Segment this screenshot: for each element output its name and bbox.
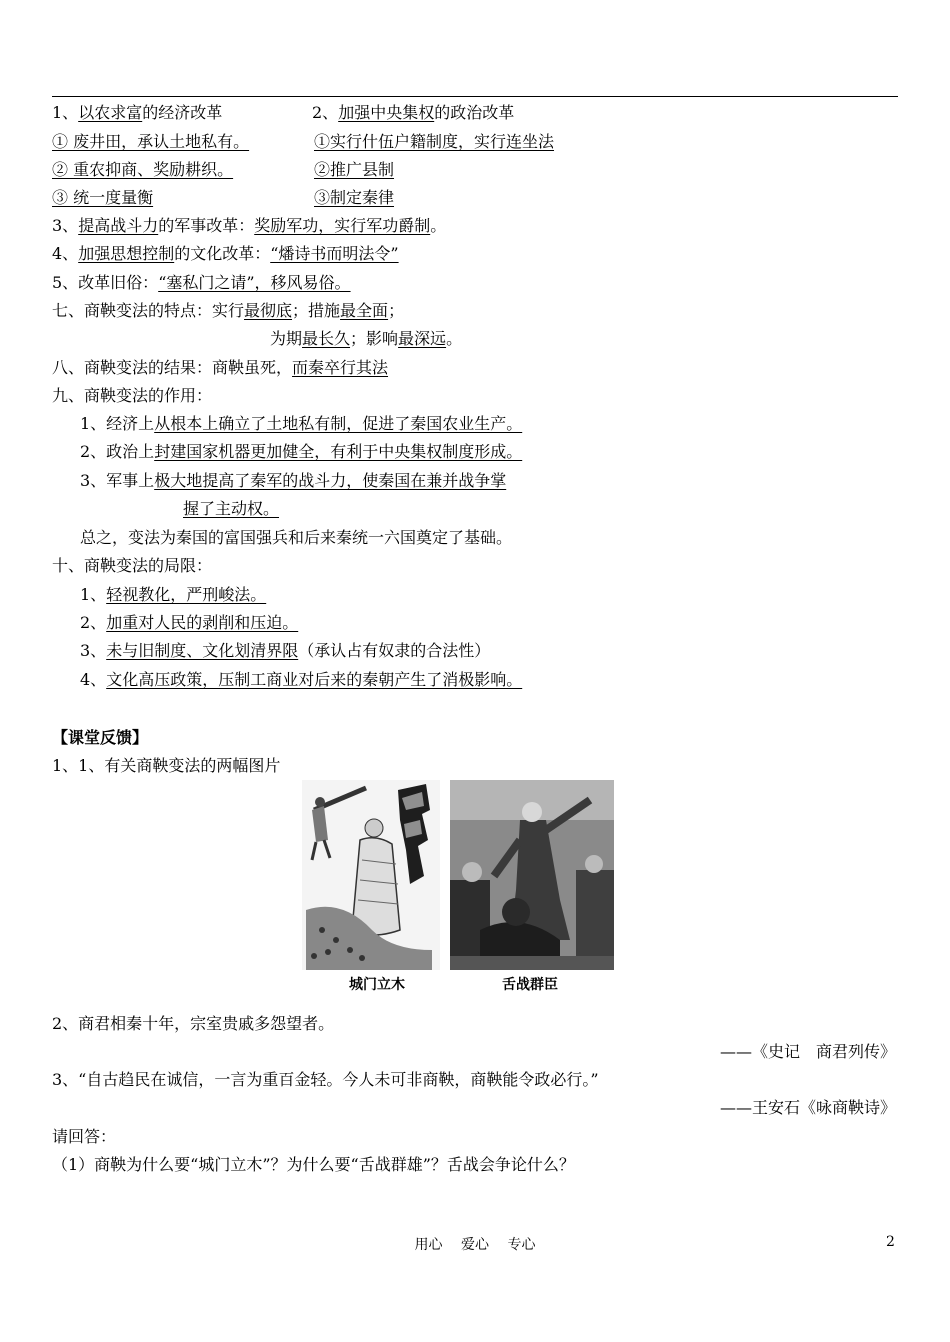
feedback-q2: 2、商君相秦十年，宗室贵戚多怨望者。 (52, 1014, 335, 1033)
feedback-ask1: （1）商鞅为什么要“城门立木”？为什么要“舌战群雄”？舌战会争论什么？ (52, 1155, 575, 1174)
underlined: 最深远 (398, 329, 447, 348)
underlined: 而秦卒行其法 (292, 358, 389, 377)
text: 2、政治上 (80, 442, 155, 461)
reform-political (312, 102, 514, 124)
reform-culture (52, 243, 399, 265)
num: 2、 (312, 103, 339, 122)
section10-item1 (80, 584, 266, 606)
underlined: 未与旧制度、文化划清界限 (106, 641, 299, 660)
text: 4、 (80, 670, 107, 689)
caption-city-gate: 城门立木 (349, 977, 405, 993)
text: 3、 (80, 641, 107, 660)
reform-row4-right: ③制定秦律 (314, 188, 395, 207)
feedback-q1: 1、1、有关商鞅变法的两幅图片 (52, 756, 281, 775)
section8 (52, 357, 388, 379)
text: 1、 (80, 585, 107, 604)
text: 。 (430, 216, 447, 235)
text: 1、经济上 (80, 414, 155, 433)
section7-line2 (270, 328, 462, 350)
reform-row2-right: ①实行什伍户籍制度，实行连坐法 (314, 132, 555, 151)
reform-row3-left: ② 重农抑商、奖励耕织。 (52, 160, 234, 179)
reform-row2-left: ① 废井田，承认土地私有。 (52, 132, 250, 151)
underlined: 加强中央集权 (338, 103, 435, 122)
section9-summary: 总之，变法为秦国的富国强兵和后来秦统一六国奠定了基础。 (80, 528, 513, 547)
text: 的经济改革 (142, 103, 223, 122)
reform-customs (52, 272, 351, 294)
underlined: 最全面 (340, 301, 389, 320)
num: 3、 (52, 216, 79, 235)
caption-debate: 舌战群臣 (502, 977, 558, 993)
page-number: 2 (886, 1234, 895, 1250)
reform-economic (52, 102, 222, 124)
text: 5、改革旧俗： (52, 273, 159, 292)
feedback-q3-source: ——王安石《咏商鞅诗》 (719, 1098, 896, 1117)
section9-item3 (80, 470, 506, 492)
num: 4、 (52, 244, 79, 263)
underlined: 轻视教化，严刑峻法。 (106, 585, 267, 604)
num: 1、 (52, 103, 79, 122)
section10-item2 (80, 612, 298, 634)
text: ；影响 (350, 329, 399, 348)
section9-item2 (80, 441, 522, 463)
text: 为期 (270, 329, 303, 348)
underlined: 极大地提高了秦军的战斗力，使秦国在兼并战争掌 (154, 471, 507, 490)
section9-title: 九、商鞅变法的作用： (52, 386, 213, 405)
text: 2、 (80, 613, 107, 632)
reform-military (52, 215, 446, 237)
underlined: 最彻底 (244, 301, 293, 320)
text: ； (388, 301, 405, 320)
feedback-heading: 【课堂反馈】 (52, 728, 149, 747)
underlined: 最长久 (302, 329, 351, 348)
section9-item1 (80, 413, 522, 435)
underlined: 加重对人民的剥削和压迫。 (106, 613, 299, 632)
reform-row4-left: ③ 统一度量衡 (52, 188, 154, 207)
feedback-q2-source: ——《史记 商君列传》 (719, 1042, 896, 1061)
text: 的文化改革： (174, 244, 271, 263)
section10-title: 十、商鞅变法的局限： (52, 556, 213, 575)
underlined: 封建国家机器更加健全，有利于中央集权制度形成。 (154, 442, 523, 461)
underlined: 提高战斗力 (78, 216, 159, 235)
underlined: 加强思想控制 (78, 244, 175, 263)
reform-row3-right: ②推广县制 (314, 160, 395, 179)
underlined: 以农求富 (78, 103, 143, 122)
text: 3、军事上 (80, 471, 155, 490)
feedback-q3: 3、“自古趋民在诚信，一言为重百金轻。今人未可非商鞅，商鞅能令政必行。” (52, 1070, 599, 1089)
feedback-ask: 请回答： (52, 1127, 117, 1146)
text: 七、商鞅变法的特点：实行 (52, 301, 245, 320)
debate-picture (450, 780, 614, 970)
underlined: “塞私门之请”，移风易俗。 (158, 273, 351, 292)
section9-item3-cont: 握了主动权。 (183, 499, 280, 518)
text: 的政治改革 (434, 103, 515, 122)
text: ；措施 (292, 301, 341, 320)
underlined: 文化高压政策，压制工商业对后来的秦朝产生了消极影响。 (106, 670, 523, 689)
footer-motto: 用心 爱心 专心 (414, 1237, 536, 1253)
section7-line1 (52, 300, 404, 322)
text: 。 (446, 329, 463, 348)
text: 的军事改革： (158, 216, 255, 235)
city-gate-picture (302, 780, 440, 970)
underlined: “燔诗书而明法令” (270, 244, 399, 263)
underlined: 奖励军功，实行军功爵制 (254, 216, 431, 235)
debate-illustration (450, 780, 614, 970)
text: 八、商鞅变法的结果：商鞅虽死， (52, 358, 293, 377)
header-rule (52, 96, 898, 97)
section10-item3 (80, 640, 490, 662)
city-gate-illustration (302, 780, 440, 970)
underlined: 从根本上确立了土地私有制，促进了秦国农业生产。 (154, 414, 523, 433)
section10-item4 (80, 669, 522, 691)
text: （承认占有奴隶的合法性） (298, 641, 491, 660)
